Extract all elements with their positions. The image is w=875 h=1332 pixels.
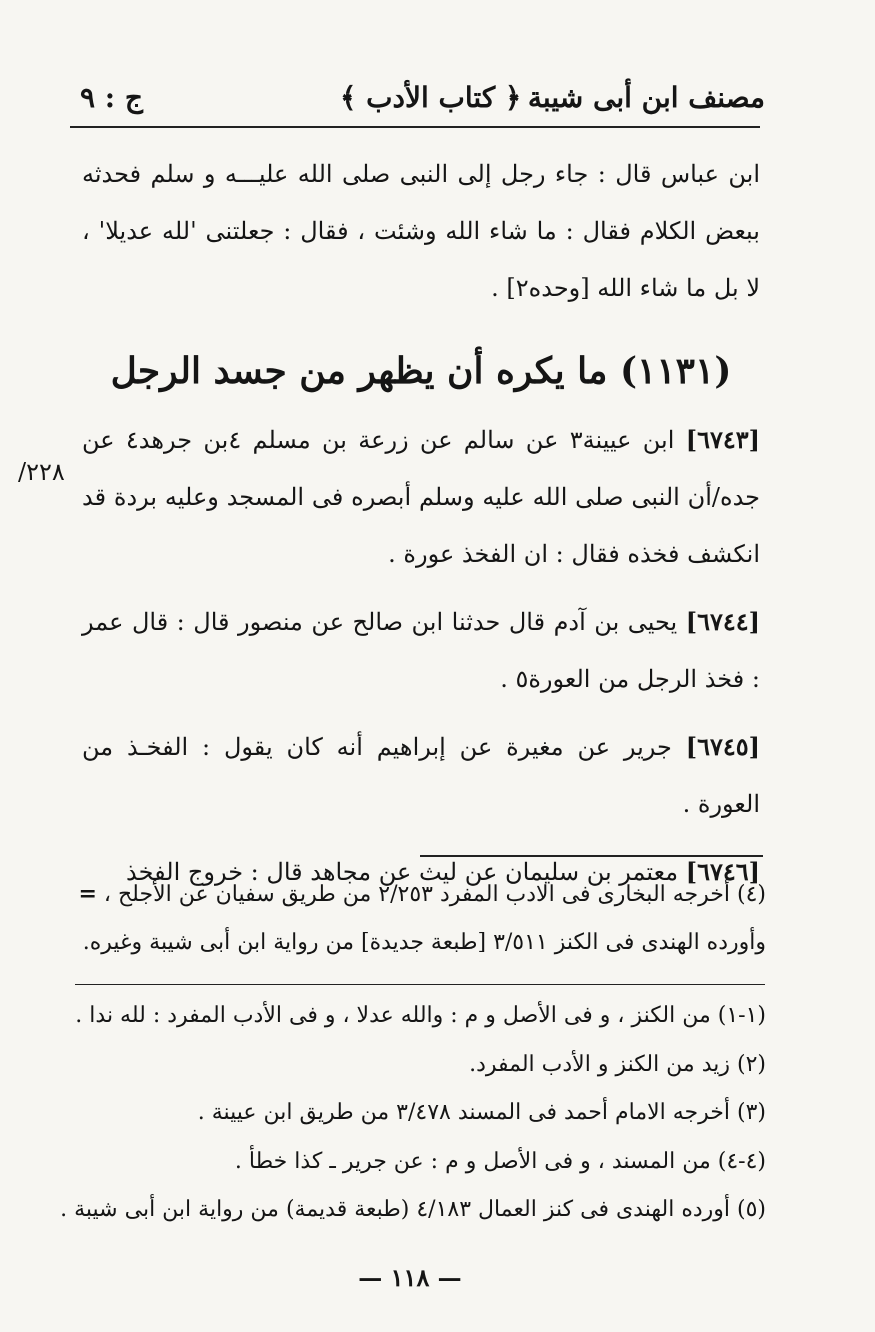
page-number: — ١١٨ — (358, 1263, 462, 1292)
footnote-2: (٢) زيد من الكنز و الأدب المفرد. (469, 1051, 766, 1077)
footnotes (60, 992, 766, 1235)
opening-paragraph (82, 146, 760, 317)
footnote-line: وأورده الهندى فى الكنز ٣/٥١١ [طبعة جديدة] من رواية ابن أبى شيبة وغيره. (82, 930, 766, 955)
text-line: (٤) أخرجه البخارى فى الادب المفرد ٢/٢٥٣ من طريق سفيان عن الأجلح ، (103, 882, 766, 907)
footnote-line (76, 870, 766, 919)
footnote-4: (٤-٤) من المسند ، و فى الأصل و م : عن جرير ـ كذا خطأ . (234, 1148, 766, 1174)
book-title: مصنف ابن أبى شيبة (527, 81, 765, 114)
text-line: ابن عباس قال : جاء رجل إلى النبى صلى الله عليـــه و سلم فحدثه ببعض (82, 160, 760, 245)
footnote-5: (٥) أورده الهندى فى كنز العمال ٤/١٨٣ (طبعة قديمة) من رواية ابن أبى شيبة . (60, 1197, 766, 1222)
continuation-mark: = (78, 881, 97, 907)
hadith-number: [٦٧٤٥] (685, 732, 760, 761)
main-text (82, 146, 760, 901)
chapter-title: ﴿ كتاب الأدب ﴾ (340, 81, 522, 114)
footnote-1: (١-١) من الكنز ، و فى الأصل و م : والله عدلا ، و فى الأدب المفرد : لله ندا . (75, 1003, 766, 1028)
footnote-3: (٣) أخرجه الامام أحمد فى المسند ٣/٤٧٨ من طريق ابن عيينة . (197, 1100, 766, 1125)
hadith-number: [٦٧٤٣] (685, 425, 760, 454)
text-line: جده/أن النبى صلى الله عليه وسلم أبصره فى المسجد وعليه بردة (113, 483, 760, 511)
section-heading: (١١٣١) ما يكره أن يظهر من جسد الرجل (110, 350, 732, 392)
hadith-6744 (82, 593, 760, 708)
text-line: معتمر بن سليمان عن ليث عن مجاهد قال : خروج الفخذ (126, 858, 679, 886)
running-header (70, 78, 765, 124)
hadith-number: [٦٧٤٤] (685, 607, 760, 636)
footnote-rule (420, 855, 763, 857)
hadith-number: [٦٧٤٦] (685, 857, 760, 886)
carried-footnote (76, 870, 766, 967)
text-line: ابن عيينة٣ عن سالم عن زرعة بن مسلم ٤بن جرهد٤ عن (82, 426, 675, 454)
footnote-divider (75, 984, 765, 985)
text-line: قد انكشف فخذه فقال : ان الفخذ عورة . (82, 483, 760, 568)
header-rule (70, 126, 760, 128)
margin-page-marker: ٢٢٨/ (18, 458, 65, 486)
text-line: جرير عن مغيرة عن إبراهيم أنه كان يقول : الفخـذ من (82, 733, 672, 761)
text-line: الكلام فقال : ما شاء الله وشئت ، فقال : جعلتنى 'لله عديلا' ، لا بل ما (82, 217, 760, 302)
text-line: عمر : فخذ الرجل من العورة٥ . (82, 608, 760, 693)
text-line: يحيى بن آدم قال حدثنا ابن صالح عن منصور قال : قال (131, 608, 678, 636)
text-line: شاء الله [وحده٢] . (491, 274, 679, 302)
hadith-6745 (82, 718, 760, 833)
volume-label: ج : ٩ (80, 81, 143, 114)
text-line: العورة . (682, 790, 760, 818)
hadith-6743 (82, 411, 760, 583)
